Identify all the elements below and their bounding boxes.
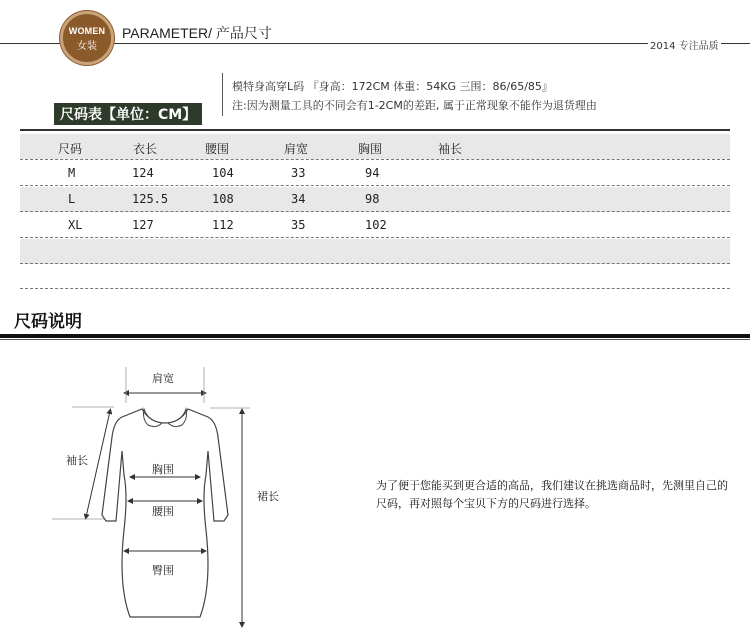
model-note: 模特身高穿L码 『身高：172CM 体重：54KG 三围：86/65/85』 xyxy=(232,80,553,93)
label-hip: 臀围 xyxy=(152,564,174,577)
year-tag: 2014 专注品质 xyxy=(648,37,721,52)
section-rule xyxy=(0,334,750,338)
table-row-empty xyxy=(20,265,730,290)
label-skirt: 裙长 xyxy=(257,490,279,503)
cell-waist: 112 xyxy=(212,218,234,232)
cell-shoulder: 34 xyxy=(291,192,306,206)
label-chest: 胸围 xyxy=(152,463,174,476)
header-shoulder: 肩宽 xyxy=(284,142,309,156)
women-badge xyxy=(60,11,114,65)
row-divider xyxy=(20,185,730,186)
header-sleeve: 袖长 xyxy=(438,142,463,156)
label-waist: 腰围 xyxy=(152,505,174,518)
cell-chest: 102 xyxy=(365,218,387,232)
page-title: PARAMETER/ 产品尺寸 xyxy=(122,25,272,41)
label-shoulder: 肩宽 xyxy=(152,372,174,385)
cell-length: 125.5 xyxy=(132,192,169,206)
dress-collar xyxy=(144,409,163,427)
size-guide-title: 尺码说明 xyxy=(14,312,82,332)
table-header-row xyxy=(20,134,730,159)
notes-divider xyxy=(222,73,223,116)
row-divider xyxy=(20,288,730,289)
row-divider xyxy=(20,159,730,160)
row-divider xyxy=(20,211,730,212)
cell-length: 124 xyxy=(132,166,154,180)
row-divider xyxy=(20,237,730,238)
cell-waist: 104 xyxy=(212,166,234,180)
cell-waist: 108 xyxy=(212,192,234,206)
cell-shoulder: 35 xyxy=(291,218,306,232)
table-row-empty xyxy=(20,239,730,264)
cell-length: 127 xyxy=(132,218,154,232)
table-row xyxy=(20,213,730,238)
header-chest: 胸围 xyxy=(358,142,383,156)
row-divider xyxy=(20,263,730,264)
label-sleeve: 袖长 xyxy=(66,454,88,467)
size-guide-description: 为了便于您能买到更合适的高品，我们建议在挑选商品时，先测里自己的尺码，再对照每个宝贝下方的尺码进行选择。 xyxy=(376,479,728,510)
size-table-title: 尺码表【单位：CM】 xyxy=(54,103,202,125)
disclaimer-note: 注:因为测量工具的不同会有1-2CM的差距, 属于正常现象不能作为退货理由 xyxy=(232,99,597,112)
table-top-rule xyxy=(20,129,730,131)
section-rule-thin xyxy=(0,339,750,340)
badge-en: WOMEN xyxy=(68,26,106,36)
table-row xyxy=(20,161,730,186)
cell-size: M xyxy=(68,166,76,180)
cell-shoulder: 33 xyxy=(291,166,306,180)
table-row xyxy=(20,187,730,212)
cell-chest: 98 xyxy=(365,192,380,206)
cell-size: XL xyxy=(68,218,83,232)
cell-size: L xyxy=(68,192,76,206)
dress-diagram xyxy=(50,355,280,640)
header-length: 衣长 xyxy=(133,142,158,156)
cell-chest: 94 xyxy=(365,166,380,180)
badge-cn: 女装 xyxy=(77,41,97,52)
header-size: 尺码 xyxy=(58,142,83,156)
header-waist: 腰围 xyxy=(205,142,230,156)
